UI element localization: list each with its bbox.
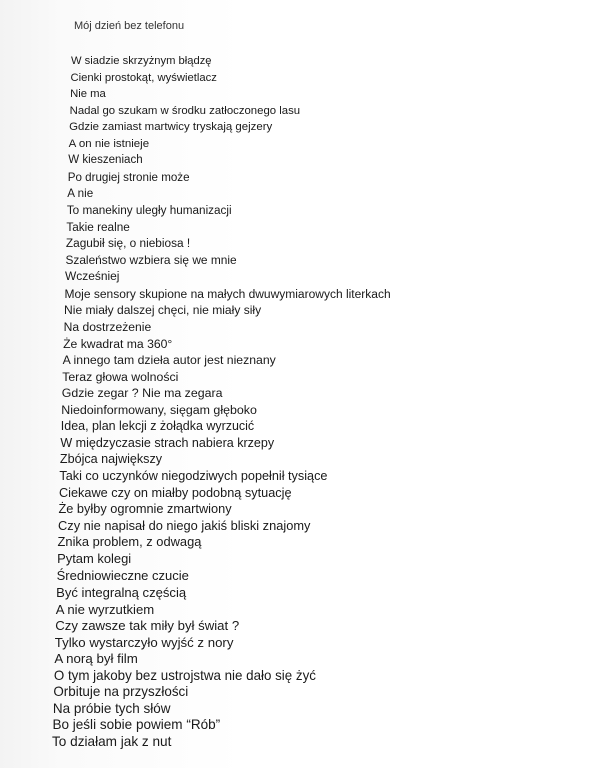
poem-line: Średniowieczne czucie [56, 568, 189, 584]
poem-line: To działam jak z nut [52, 734, 172, 749]
poem-line: W międzyczasie strach nabiera krzepy [60, 435, 275, 450]
poem-line: A nie wyrzutkiem [55, 601, 155, 617]
poem-line: Pytam kolegi [57, 550, 132, 566]
poem-line: A nie [67, 187, 94, 201]
poem-line: Po drugiej stronie może [67, 170, 190, 184]
poem-line: Gdzie zegar ? Nie ma zegara [61, 386, 223, 401]
poem-line: Czy nie napisał do niego jakiś bliski znajomy [58, 517, 311, 533]
poem-line: Teraz głowa wolności [62, 369, 179, 384]
poem-line: Na próbie tych słów [52, 700, 171, 716]
poem-line: Wcześniej [64, 269, 120, 284]
poem-title: Mój dzień bez telefonu [74, 20, 185, 32]
poem-line: Nadal go szukam w środku zatłoczonego lasu [69, 104, 301, 117]
poem-line: Moje sensory skupione na małych dwuwymiarowych literkach [64, 286, 391, 301]
poem-line: Być integralną częścią [56, 584, 187, 600]
poem-line: Bo jeśli sobie powiem “Rób” [52, 717, 221, 733]
poem-line: O tym jakoby bez ustrojstwa nie dało się żyć [53, 667, 316, 683]
poem-line: Zbójca największy [59, 452, 163, 467]
poem-line: Tylko wystarczyło wyjść z nory [54, 634, 234, 650]
poem-line: Szaleństwo wzbiera się we mnie [65, 252, 237, 267]
poem-line: Orbituje na przyszłości [53, 684, 189, 700]
poem-line: Takie realne [66, 220, 130, 234]
poem-line: Idea, plan lekcji z żołądka wyrzucić [60, 419, 255, 434]
poem-line: Ciekawe czy on miałby podobną sytuację [58, 484, 292, 500]
poem-line: Czy zawsze tak miły był świat ? [55, 618, 240, 634]
poem-line: Że byłby ogromnie zmartwiony [58, 501, 232, 517]
poem-line: Taki co uczynków niegodziwych popełnił tysiące [59, 469, 328, 484]
poem-line: Że kwadrat ma 360° [63, 336, 173, 351]
poem-line: A on nie istnieje [68, 137, 150, 150]
poem-line: To manekiny uległy humanizacji [66, 204, 232, 218]
poem-line: A norą był film [54, 651, 138, 667]
poem-line: Zagubił się, o niebiosa ! [65, 236, 191, 251]
poem-line: Nie miały dalszej chęci, nie miały siły [64, 303, 262, 318]
poem-line: A innego tam dzieła autor jest nieznany [62, 353, 276, 368]
poem-line: W siadzie skrzyżnym błądzę [71, 55, 212, 67]
poem-line: Na dostrzeżenie [63, 319, 152, 334]
poem-line: Znika problem, z odwagą [57, 534, 202, 550]
poem-line: Niedoinformowany, sięgam głęboko [61, 402, 257, 417]
poem-line: Gdzie zamiast martwicy tryskają gejzery [69, 121, 273, 134]
poem-line: W kieszeniach [68, 154, 143, 167]
poem-line: Nie ma [70, 88, 106, 101]
poem-line: Cienki prostokąt, wyświetlacz [70, 71, 217, 84]
